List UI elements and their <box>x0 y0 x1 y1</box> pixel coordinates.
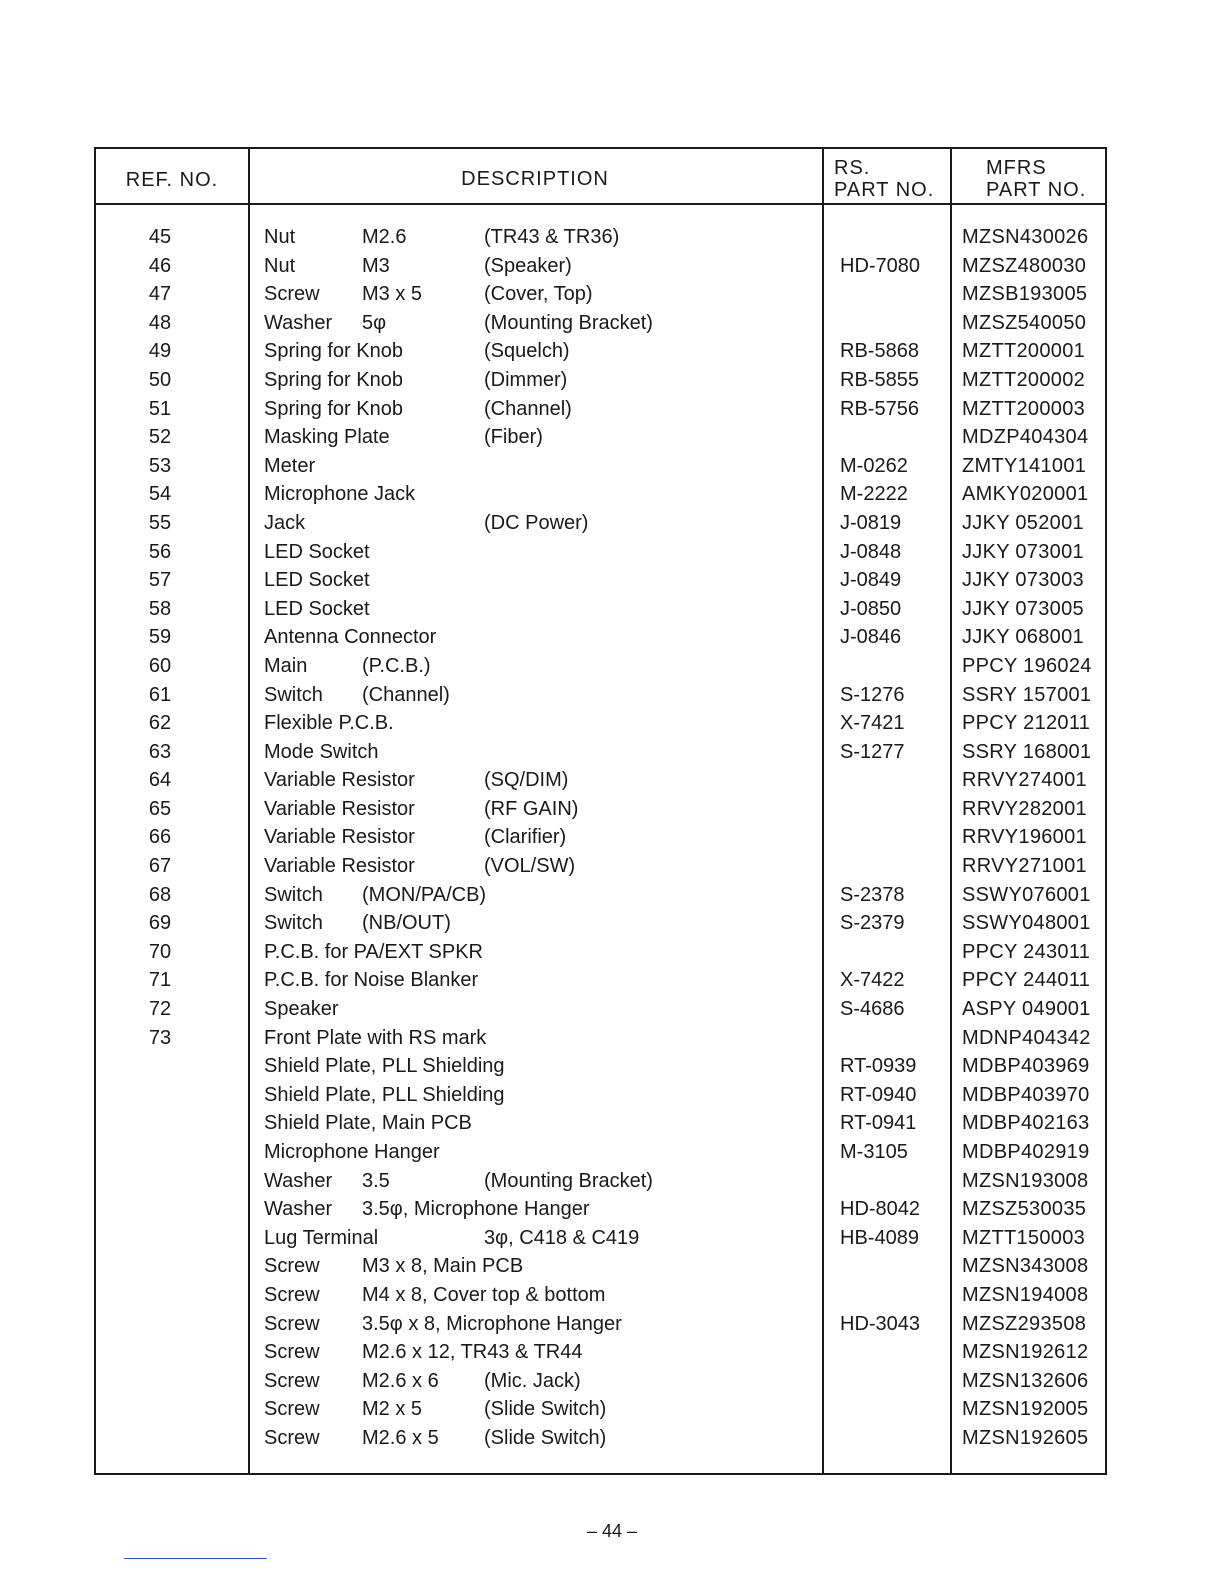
table-row <box>96 852 1105 881</box>
mfrs-part-no-cell: MZSN132606 <box>962 1369 1089 1392</box>
description-part: Spring for Knob <box>264 368 403 391</box>
table-row <box>96 966 1105 995</box>
table-row <box>96 766 1105 795</box>
description-part: Microphone Hanger <box>264 1141 440 1163</box>
table-row <box>96 1224 1105 1253</box>
ref-cell: 73 <box>148 1026 172 1049</box>
description-note: (Fiber) <box>484 426 543 449</box>
mfrs-part-no-cell: JJKY 073001 <box>962 540 1084 563</box>
rs-part-no-cell: RB-5756 <box>840 397 919 420</box>
description-part: P.C.B. for PA/EXT SPKR <box>264 940 483 963</box>
ref-cell: 68 <box>148 883 172 906</box>
table-row <box>96 795 1105 824</box>
description-spec: (NB/OUT) <box>362 912 451 935</box>
ref-cell: 70 <box>148 940 172 963</box>
mfrs-part-no-cell: SSWY048001 <box>962 912 1091 935</box>
description-part: Screw <box>264 1398 320 1421</box>
mfrs-part-no-cell: PPCY 243011 <box>962 940 1091 963</box>
mfrs-part-no-cell: ZMTY141001 <box>962 454 1087 477</box>
description-spec: M2.6 x 5 <box>362 1426 439 1449</box>
description-note: (Dimmer) <box>484 368 568 391</box>
description-part: Flexible P.C.B. <box>264 712 394 735</box>
description-spec: M3 <box>362 254 390 277</box>
rs-part-no-cell: J-0849 <box>840 569 902 592</box>
description-note: (Speaker) <box>484 254 572 277</box>
description-spec: M3 x 8, Main PCB <box>362 1255 524 1278</box>
table-row <box>96 423 1105 452</box>
page-number: – 44 – <box>586 1521 638 1541</box>
description-note: (VOL/SW) <box>484 855 576 878</box>
description-spec: (P.C.B.) <box>362 654 431 677</box>
mfrs-part-no-cell: RRVY196001 <box>962 826 1087 849</box>
rs-part-no-cell: M-3105 <box>840 1141 908 1163</box>
table-row <box>96 1052 1105 1081</box>
mfrs-part-no-cell: MDZP404304 <box>962 426 1089 449</box>
description-part: Variable Resistor <box>264 797 415 820</box>
ref-cell: 71 <box>148 969 172 992</box>
description-part: Spring for Knob <box>264 340 403 363</box>
mfrs-part-no-cell: MZSN193008 <box>962 1169 1089 1192</box>
description-spec: M2.6 x 6 <box>362 1369 439 1392</box>
table-row <box>96 1252 1105 1281</box>
mfrs-part-no-cell: MZTT200001 <box>962 340 1086 363</box>
description-note: (DC Power) <box>484 511 589 534</box>
mfrs-part-no-cell: RRVY274001 <box>962 769 1087 792</box>
mfrs-part-no-cell: PPCY 196024 <box>962 654 1092 677</box>
rs-part-no-cell: RB-5855 <box>840 368 919 391</box>
table-row <box>96 223 1105 252</box>
description-spec: (Channel) <box>362 683 450 706</box>
table-row <box>96 595 1105 624</box>
description-spec: 5φ <box>362 311 387 334</box>
table-row <box>96 395 1105 424</box>
description-part: Antenna Connector <box>264 626 437 649</box>
description-part: Nut <box>264 226 296 248</box>
description-part: Masking Plate <box>264 426 390 449</box>
ref-cell: 72 <box>148 998 172 1021</box>
mfrs-part-no-cell: MZSN194008 <box>962 1283 1089 1306</box>
mfrs-part-no-cell: MDBP402163 <box>962 1112 1090 1135</box>
description-note: 3φ, C418 & C419 <box>484 1226 640 1249</box>
rs-part-no-cell: J-0850 <box>840 597 902 620</box>
mfrs-part-no-cell: MZSZ480030 <box>962 254 1087 277</box>
rs-part-no-cell: S-1277 <box>840 740 905 763</box>
ref-cell: 46 <box>148 254 172 277</box>
mfrs-part-no-cell: JJKY 068001 <box>962 626 1084 649</box>
rs-part-no-cell: HD-3043 <box>840 1312 921 1335</box>
rs-part-no-cell: S-1276 <box>840 683 905 706</box>
mfrs-part-no-cell: MZSN430026 <box>962 226 1089 248</box>
description-note: (Squelch) <box>484 340 570 363</box>
mfrs-part-no-cell: PPCY 212011 <box>962 712 1091 735</box>
ref-cell: 49 <box>148 340 172 363</box>
rs-part-no-cell: RT-0941 <box>840 1112 917 1135</box>
table-row <box>96 337 1105 366</box>
description-part: Meter <box>264 454 316 477</box>
table-row <box>96 1138 1105 1167</box>
ref-cell: 55 <box>148 511 172 534</box>
description-spec: M2.6 <box>362 226 407 248</box>
description-part: Washer <box>264 311 333 334</box>
table-row <box>96 1367 1105 1396</box>
description-part: Shield Plate, PLL Shielding <box>264 1055 505 1078</box>
description-part: Variable Resistor <box>264 826 415 849</box>
description-note: (Mounting Bracket) <box>484 311 653 334</box>
mfrs-part-no-cell: JJKY 073005 <box>962 597 1084 620</box>
description-spec: 3.5 <box>362 1169 390 1192</box>
mfrs-part-no-cell: MDBP403969 <box>962 1055 1090 1078</box>
mfrs-part-no-cell: MZSN192612 <box>962 1341 1089 1364</box>
mfrs-part-no-cell: MDNP404342 <box>962 1026 1091 1049</box>
ref-cell: 67 <box>148 855 172 878</box>
table-row <box>96 1281 1105 1310</box>
description-part: Screw <box>264 1369 320 1392</box>
mfrs-part-no-cell: SSRY 168001 <box>962 740 1092 763</box>
description-part: Main <box>264 654 308 677</box>
ref-cell: 58 <box>148 597 172 620</box>
table-row <box>96 1109 1105 1138</box>
rs-part-no-cell: HD-8042 <box>840 1198 921 1221</box>
ref-cell: 63 <box>148 740 172 763</box>
description-note: (Slide Switch) <box>484 1398 607 1421</box>
rs-part-no-cell: RB-5868 <box>840 340 919 363</box>
table-row <box>96 566 1105 595</box>
table-row <box>96 652 1105 681</box>
rs-part-no-cell: M-0262 <box>840 454 908 477</box>
table-row <box>96 366 1105 395</box>
ref-cell: 66 <box>148 826 172 849</box>
mfrs-part-no-cell: PPCY 244011 <box>962 969 1091 992</box>
description-part: Screw <box>264 1283 320 1306</box>
description-part: Mode Switch <box>264 740 379 763</box>
rs-part-no-cell: HD-7080 <box>840 254 921 277</box>
table-row <box>96 1024 1105 1053</box>
header-rs-part-no <box>822 149 950 203</box>
description-note: (Slide Switch) <box>484 1426 607 1449</box>
table-row <box>96 681 1105 710</box>
ref-cell: 62 <box>148 712 172 735</box>
parts-list-table <box>94 147 1107 1475</box>
description-part: LED Socket <box>264 540 370 563</box>
table-row <box>96 938 1105 967</box>
description-part: Variable Resistor <box>264 769 415 792</box>
header-mfrs-part-no <box>950 149 1107 203</box>
ref-cell: 57 <box>148 569 172 592</box>
ref-cell: 69 <box>148 912 172 935</box>
description-part: Screw <box>264 1341 320 1364</box>
table-row <box>96 623 1105 652</box>
description-part: P.C.B. for Noise Blanker <box>264 969 479 992</box>
description-part: Variable Resistor <box>264 855 415 878</box>
table-row <box>96 1081 1105 1110</box>
rs-part-no-cell: HB-4089 <box>840 1226 919 1249</box>
description-note: (Clarifier) <box>484 826 567 849</box>
mfrs-part-no-cell: SSWY076001 <box>962 883 1091 906</box>
description-part: Washer <box>264 1169 333 1192</box>
ref-cell: 50 <box>148 368 172 391</box>
mfrs-part-no-cell: MZSZ293508 <box>962 1312 1087 1335</box>
description-part: LED Socket <box>264 569 370 592</box>
mfrs-part-no-cell: MZTT200003 <box>962 397 1086 420</box>
description-spec: M3 x 5 <box>362 283 423 306</box>
description-part: Screw <box>264 283 320 306</box>
ref-cell: 65 <box>148 797 172 820</box>
ref-cell: 53 <box>148 454 172 477</box>
mfrs-part-no-cell: AMKY020001 <box>962 483 1089 506</box>
mfrs-part-no-cell: MZSN192005 <box>962 1398 1089 1421</box>
ref-cell: 64 <box>148 769 172 792</box>
rs-part-no-cell: J-0819 <box>840 511 902 534</box>
description-part: Shield Plate, PLL Shielding <box>264 1083 505 1106</box>
ref-cell: 61 <box>148 683 172 706</box>
description-part: Microphone Jack <box>264 483 416 506</box>
ref-cell: 47 <box>148 283 172 306</box>
description-note: (Mic. Jack) <box>484 1369 581 1392</box>
table-row <box>96 1167 1105 1196</box>
description-part: Nut <box>264 254 296 277</box>
ref-cell: 54 <box>148 483 172 506</box>
ref-cell: 60 <box>148 654 172 677</box>
mfrs-part-no-cell: ASPY 049001 <box>962 998 1091 1021</box>
description-spec: M2.6 x 12, TR43 & TR44 <box>362 1341 583 1364</box>
table-row <box>96 709 1105 738</box>
mfrs-part-no-cell: MZSZ540050 <box>962 311 1087 334</box>
rs-part-no-cell: X-7422 <box>840 969 905 992</box>
rs-part-no-cell: S-2378 <box>840 883 905 906</box>
table-body <box>96 223 1105 1453</box>
header-mfrs-line1: MFRS <box>986 157 1047 179</box>
description-note: (SQ/DIM) <box>484 769 569 792</box>
table-row <box>96 309 1105 338</box>
table-row <box>96 1195 1105 1224</box>
description-spec: M4 x 8, Cover top & bottom <box>362 1283 606 1306</box>
header-rs-line1: RS. <box>834 157 871 179</box>
description-part: Washer <box>264 1198 333 1221</box>
table-row <box>96 1338 1105 1367</box>
mfrs-part-no-cell: MDBP402919 <box>962 1141 1090 1163</box>
description-part: Screw <box>264 1426 320 1449</box>
description-spec: 3.5φ x 8, Microphone Hanger <box>362 1312 622 1335</box>
description-spec: (MON/PA/CB) <box>362 883 487 906</box>
description-note: (Channel) <box>484 397 572 420</box>
mfrs-part-no-cell: MZSZ530035 <box>962 1198 1087 1221</box>
table-row <box>96 280 1105 309</box>
table-row <box>96 1310 1105 1339</box>
ref-cell: 59 <box>148 626 172 649</box>
rs-part-no-cell: J-0846 <box>840 626 902 649</box>
mfrs-part-no-cell: SSRY 157001 <box>962 683 1092 706</box>
table-row <box>96 738 1105 767</box>
mfrs-part-no-cell: MZTT150003 <box>962 1226 1086 1249</box>
mfrs-part-no-cell: MZSN343008 <box>962 1255 1089 1278</box>
description-part: Spring for Knob <box>264 397 403 420</box>
table-row <box>96 881 1105 910</box>
description-part: Speaker <box>264 998 339 1021</box>
header-mfrs-line2: PART NO. <box>986 179 1087 201</box>
table-row <box>96 509 1105 538</box>
description-part: LED Socket <box>264 597 370 620</box>
rs-part-no-cell: RT-0939 <box>840 1055 917 1078</box>
description-part: Switch <box>264 683 323 706</box>
rs-part-no-cell: J-0848 <box>840 540 902 563</box>
mfrs-part-no-cell: RRVY271001 <box>962 855 1087 878</box>
description-part: Switch <box>264 912 323 935</box>
description-spec: 3.5φ, Microphone Hanger <box>362 1198 590 1221</box>
mfrs-part-no-cell: RRVY282001 <box>962 797 1087 820</box>
description-part: Screw <box>264 1255 320 1278</box>
rs-part-no-cell: M-2222 <box>840 483 908 506</box>
description-part: Lug Terminal <box>264 1226 379 1249</box>
mfrs-part-no-cell: MZTT200002 <box>962 368 1086 391</box>
table-row <box>96 252 1105 281</box>
header-description: DESCRIPTION <box>461 168 609 190</box>
mfrs-part-no-cell: MZSN192605 <box>962 1426 1089 1449</box>
description-part: Front Plate with RS mark <box>264 1026 487 1049</box>
table-row <box>96 480 1105 509</box>
description-part: Jack <box>264 511 306 534</box>
rs-part-no-cell: S-2379 <box>840 912 905 935</box>
mfrs-part-no-cell: JJKY 052001 <box>962 511 1084 534</box>
ref-cell: 51 <box>148 397 172 420</box>
ref-cell: 45 <box>148 226 172 248</box>
table-row <box>96 823 1105 852</box>
header-divider <box>96 203 1105 205</box>
description-note: (RF GAIN) <box>484 797 579 820</box>
mfrs-part-no-cell: JJKY 073003 <box>962 569 1084 592</box>
ref-cell: 52 <box>148 426 172 449</box>
footer-rule <box>124 1558 267 1559</box>
description-note: (Mounting Bracket) <box>484 1169 653 1192</box>
mfrs-part-no-cell: MDBP403970 <box>962 1083 1090 1106</box>
description-part: Screw <box>264 1312 320 1335</box>
table-row <box>96 1395 1105 1424</box>
header-rs-line2: PART NO. <box>834 179 935 201</box>
rs-part-no-cell: S-4686 <box>840 998 905 1021</box>
description-note: (Cover, Top) <box>484 283 593 306</box>
description-note: (TR43 & TR36) <box>484 226 620 248</box>
description-spec: M2 x 5 <box>362 1398 423 1421</box>
rs-part-no-cell: RT-0940 <box>840 1083 917 1106</box>
description-part: Switch <box>264 883 323 906</box>
table-row <box>96 1424 1105 1453</box>
ref-cell: 48 <box>148 311 172 334</box>
table-row <box>96 909 1105 938</box>
header-ref-no: REF. NO. <box>125 169 219 191</box>
description-part: Shield Plate, Main PCB <box>264 1112 472 1135</box>
table-row <box>96 452 1105 481</box>
table-row <box>96 995 1105 1024</box>
table-row <box>96 538 1105 567</box>
mfrs-part-no-cell: MZSB193005 <box>962 283 1088 306</box>
rs-part-no-cell: X-7421 <box>840 712 905 735</box>
ref-cell: 56 <box>148 540 172 563</box>
